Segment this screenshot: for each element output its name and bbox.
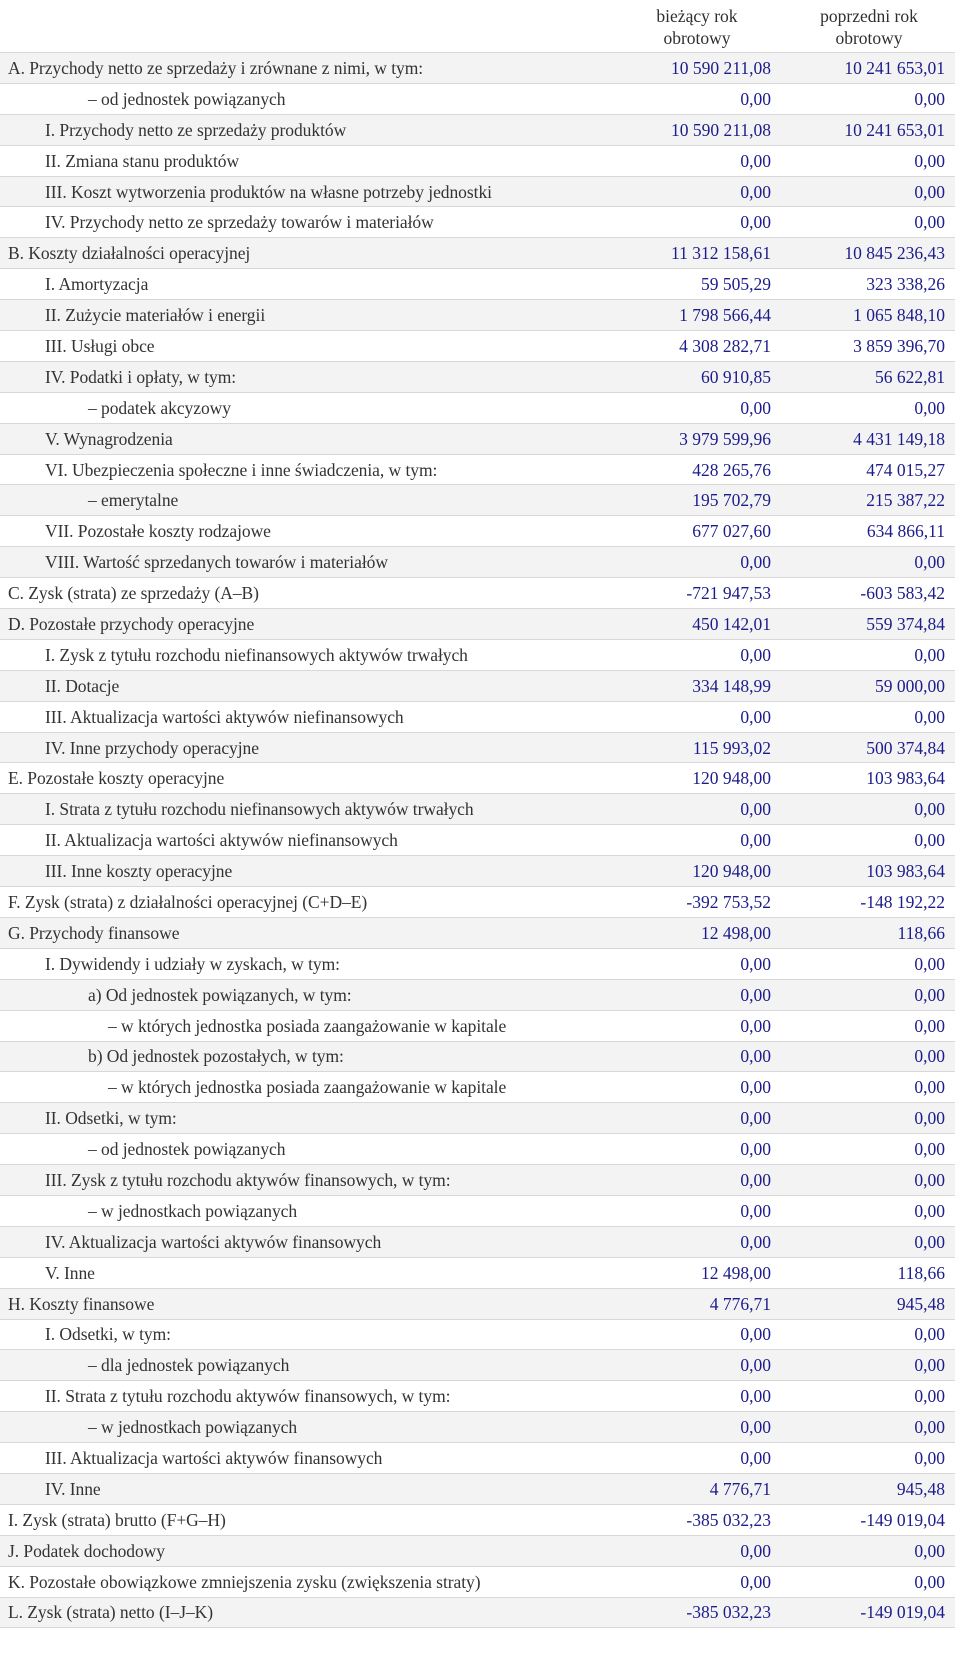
row-value-previous-year: 103 983,64 [783,763,955,794]
row-value-previous-year: 945,48 [783,1473,955,1504]
table-header [0,0,955,53]
header-current-year-line2: obrotowy [663,28,731,48]
row-value-previous-year: 0,00 [783,1226,955,1257]
table-row [0,454,955,485]
row-value-current-year: 0,00 [611,1566,783,1597]
row-value-current-year: 3 979 599,96 [611,423,783,454]
row-value-current-year: 1 798 566,44 [611,300,783,331]
row-value-previous-year: 0,00 [783,547,955,578]
table-row [0,1226,955,1257]
table-row [0,1319,955,1350]
row-label: IV. Inne [0,1473,611,1504]
table-row [0,114,955,145]
row-value-previous-year: 0,00 [783,1443,955,1474]
table-row [0,578,955,609]
table-row [0,639,955,670]
row-value-previous-year: 59 000,00 [783,670,955,701]
header-previous-year-line1: poprzedni rok [820,6,918,26]
row-value-current-year: 0,00 [611,825,783,856]
row-label: C. Zysk (strata) ze sprzedaży (A–B) [0,578,611,609]
row-value-current-year: 0,00 [611,794,783,825]
table-row [0,1103,955,1134]
table-row [0,331,955,362]
row-value-previous-year: 0,00 [783,1103,955,1134]
row-value-current-year: 0,00 [611,1010,783,1041]
row-value-current-year: 60 910,85 [611,361,783,392]
row-value-current-year: 0,00 [611,1041,783,1072]
row-value-current-year: -392 753,52 [611,887,783,918]
row-label: – w jednostkach powiązanych [0,1195,611,1226]
row-value-previous-year: 0,00 [783,83,955,114]
row-value-previous-year: 0,00 [783,1072,955,1103]
row-value-previous-year: 118,66 [783,1257,955,1288]
table-row [0,609,955,640]
row-value-previous-year: 0,00 [783,1134,955,1165]
table-row [0,238,955,269]
row-value-previous-year: 118,66 [783,917,955,948]
row-value-previous-year: 323 338,26 [783,269,955,300]
row-label: II. Zmiana stanu produktów [0,145,611,176]
table-row [0,1597,955,1627]
table-row [0,1535,955,1566]
row-label: – emerytalne [0,485,611,516]
table-row [0,207,955,238]
row-value-previous-year: 0,00 [783,1412,955,1443]
row-value-current-year: 0,00 [611,1381,783,1412]
row-value-previous-year: 3 859 396,70 [783,331,955,362]
row-value-previous-year: -149 019,04 [783,1597,955,1627]
table-row [0,300,955,331]
row-value-previous-year: 0,00 [783,1566,955,1597]
row-value-previous-year: 103 983,64 [783,856,955,887]
row-label: I. Amortyzacja [0,269,611,300]
row-label: L. Zysk (strata) netto (I–J–K) [0,1597,611,1627]
row-label: III. Aktualizacja wartości aktywów niefinansowych [0,701,611,732]
row-value-current-year: 0,00 [611,1103,783,1134]
row-label: I. Przychody netto ze sprzedaży produktów [0,114,611,145]
table-row [0,1041,955,1072]
row-value-current-year: 677 027,60 [611,516,783,547]
row-value-previous-year: 0,00 [783,701,955,732]
row-value-current-year: 0,00 [611,1412,783,1443]
row-label: J. Podatek dochodowy [0,1535,611,1566]
table-row [0,176,955,207]
row-value-previous-year: 4 431 149,18 [783,423,955,454]
row-value-current-year: 0,00 [611,1535,783,1566]
row-value-current-year: 4 776,71 [611,1288,783,1319]
row-value-current-year: 0,00 [611,1195,783,1226]
row-label: I. Zysk z tytułu rozchodu niefinansowych aktywów trwałych [0,639,611,670]
table-row [0,1134,955,1165]
row-value-previous-year: 0,00 [783,1319,955,1350]
row-label: II. Zużycie materiałów i energii [0,300,611,331]
row-label: E. Pozostałe koszty operacyjne [0,763,611,794]
table-row [0,392,955,423]
table-row [0,856,955,887]
row-label: – w jednostkach powiązanych [0,1412,611,1443]
table-row [0,1504,955,1535]
row-value-current-year: 450 142,01 [611,609,783,640]
row-value-previous-year: 56 622,81 [783,361,955,392]
row-value-current-year: 0,00 [611,1165,783,1196]
row-value-previous-year: -148 192,22 [783,887,955,918]
row-value-current-year: 12 498,00 [611,1257,783,1288]
row-value-current-year: 0,00 [611,1350,783,1381]
table-row [0,948,955,979]
table-row [0,145,955,176]
row-label: II. Odsetki, w tym: [0,1103,611,1134]
row-value-current-year: 0,00 [611,145,783,176]
row-label: I. Zysk (strata) brutto (F+G–H) [0,1504,611,1535]
row-label: – w których jednostka posiada zaangażowanie w kapitale [0,1010,611,1041]
row-value-previous-year: 0,00 [783,392,955,423]
row-value-current-year: 334 148,99 [611,670,783,701]
header-row [0,0,955,53]
row-value-current-year: 0,00 [611,701,783,732]
row-value-current-year: 59 505,29 [611,269,783,300]
table-row [0,1473,955,1504]
header-previous-year [783,0,955,53]
row-value-previous-year: 945,48 [783,1288,955,1319]
row-value-previous-year: 500 374,84 [783,732,955,763]
row-value-previous-year: 0,00 [783,176,955,207]
table-row [0,1165,955,1196]
row-value-previous-year: 0,00 [783,1195,955,1226]
row-value-current-year: 0,00 [611,176,783,207]
table-row [0,1195,955,1226]
row-label: I. Odsetki, w tym: [0,1319,611,1350]
row-label: b) Od jednostek pozostałych, w tym: [0,1041,611,1072]
table-row [0,83,955,114]
row-value-current-year: 10 590 211,08 [611,53,783,84]
row-value-current-year: 0,00 [611,1443,783,1474]
table-body [0,53,955,1628]
row-value-current-year: -721 947,53 [611,578,783,609]
row-value-current-year: 120 948,00 [611,763,783,794]
row-label: VII. Pozostałe koszty rodzajowe [0,516,611,547]
table-row [0,763,955,794]
row-value-current-year: 12 498,00 [611,917,783,948]
row-value-previous-year: 0,00 [783,979,955,1010]
row-value-current-year: 10 590 211,08 [611,114,783,145]
row-value-previous-year: 634 866,11 [783,516,955,547]
row-label: II. Aktualizacja wartości aktywów niefinansowych [0,825,611,856]
row-label: IV. Podatki i opłaty, w tym: [0,361,611,392]
table-row [0,917,955,948]
row-label: I. Strata z tytułu rozchodu niefinansowych aktywów trwałych [0,794,611,825]
row-label: III. Inne koszty operacyjne [0,856,611,887]
table-row [0,361,955,392]
row-value-previous-year: 0,00 [783,1165,955,1196]
table-row [0,53,955,84]
row-value-previous-year: 0,00 [783,639,955,670]
row-label: III. Koszt wytworzenia produktów na własne potrzeby jednostki [0,176,611,207]
row-label: III. Aktualizacja wartości aktywów finansowych [0,1443,611,1474]
row-value-current-year: -385 032,23 [611,1597,783,1627]
row-label: F. Zysk (strata) z działalności operacyjnej (C+D–E) [0,887,611,918]
row-value-current-year: 0,00 [611,948,783,979]
row-value-current-year: 0,00 [611,1226,783,1257]
row-label: G. Przychody finansowe [0,917,611,948]
row-value-previous-year: 215 387,22 [783,485,955,516]
table-row [0,825,955,856]
table-row [0,1257,955,1288]
row-label: – od jednostek powiązanych [0,83,611,114]
row-value-previous-year: 0,00 [783,145,955,176]
row-label: II. Dotacje [0,670,611,701]
table-row [0,1443,955,1474]
row-value-previous-year: 10 241 653,01 [783,53,955,84]
table-row [0,1381,955,1412]
row-value-previous-year: 0,00 [783,948,955,979]
table-row [0,485,955,516]
table-row [0,547,955,578]
row-value-previous-year: 0,00 [783,1535,955,1566]
row-value-current-year: 0,00 [611,1072,783,1103]
row-value-current-year: 120 948,00 [611,856,783,887]
row-value-previous-year: 0,00 [783,1350,955,1381]
table-row [0,670,955,701]
table-row [0,1566,955,1597]
row-label: a) Od jednostek powiązanych, w tym: [0,979,611,1010]
row-label: IV. Aktualizacja wartości aktywów finansowych [0,1226,611,1257]
row-label: IV. Przychody netto ze sprzedaży towarów i materiałów [0,207,611,238]
row-value-current-year: 4 776,71 [611,1473,783,1504]
row-value-previous-year: -149 019,04 [783,1504,955,1535]
row-label: I. Dywidendy i udziały w zyskach, w tym: [0,948,611,979]
row-value-previous-year: 0,00 [783,1381,955,1412]
row-value-current-year: 4 308 282,71 [611,331,783,362]
row-label: VIII. Wartość sprzedanych towarów i materiałów [0,547,611,578]
row-value-current-year: 0,00 [611,207,783,238]
table-row [0,979,955,1010]
row-value-previous-year: 474 015,27 [783,454,955,485]
table-row [0,423,955,454]
row-value-current-year: 428 265,76 [611,454,783,485]
row-value-current-year: 0,00 [611,1134,783,1165]
row-value-previous-year: -603 583,42 [783,578,955,609]
row-value-previous-year: 559 374,84 [783,609,955,640]
row-value-previous-year: 10 845 236,43 [783,238,955,269]
row-label: A. Przychody netto ze sprzedaży i zrównane z nimi, w tym: [0,53,611,84]
table-row [0,887,955,918]
row-value-current-year: 0,00 [611,979,783,1010]
row-value-previous-year: 1 065 848,10 [783,300,955,331]
row-label: – podatek akcyzowy [0,392,611,423]
row-value-current-year: 115 993,02 [611,732,783,763]
row-value-previous-year: 0,00 [783,825,955,856]
row-label: III. Usługi obce [0,331,611,362]
row-value-current-year: 11 312 158,61 [611,238,783,269]
row-value-previous-year: 0,00 [783,794,955,825]
row-label: IV. Inne przychody operacyjne [0,732,611,763]
table-row [0,1010,955,1041]
row-label: VI. Ubezpieczenia społeczne i inne świadczenia, w tym: [0,454,611,485]
row-label: D. Pozostałe przychody operacyjne [0,609,611,640]
row-value-current-year: 0,00 [611,1319,783,1350]
table-row [0,701,955,732]
row-value-previous-year: 0,00 [783,207,955,238]
header-current-year [611,0,783,53]
row-label: B. Koszty działalności operacyjnej [0,238,611,269]
table-row [0,794,955,825]
row-label: V. Wynagrodzenia [0,423,611,454]
header-previous-year-line2: obrotowy [835,28,903,48]
row-label: – dla jednostek powiązanych [0,1350,611,1381]
row-value-previous-year: 10 241 653,01 [783,114,955,145]
table-row [0,1072,955,1103]
header-label-column [0,0,611,53]
row-label: V. Inne [0,1257,611,1288]
row-label: – w których jednostka posiada zaangażowanie w kapitale [0,1072,611,1103]
row-value-current-year: 195 702,79 [611,485,783,516]
table-row [0,1412,955,1443]
table-row [0,269,955,300]
row-label: – od jednostek powiązanych [0,1134,611,1165]
row-value-current-year: 0,00 [611,639,783,670]
row-value-current-year: 0,00 [611,392,783,423]
row-label: K. Pozostałe obowiązkowe zmniejszenia zysku (zwiększenia straty) [0,1566,611,1597]
row-label: H. Koszty finansowe [0,1288,611,1319]
table-bottom-rule [0,1627,955,1628]
row-value-current-year: 0,00 [611,83,783,114]
row-label: III. Zysk z tytułu rozchodu aktywów finansowych, w tym: [0,1165,611,1196]
table-row [0,1350,955,1381]
row-value-previous-year: 0,00 [783,1010,955,1041]
table-row [0,732,955,763]
table-row [0,516,955,547]
row-label: II. Strata z tytułu rozchodu aktywów finansowych, w tym: [0,1381,611,1412]
row-value-current-year: 0,00 [611,547,783,578]
table-row [0,1288,955,1319]
row-value-current-year: -385 032,23 [611,1504,783,1535]
header-current-year-line1: bieżący rok [656,6,738,26]
row-value-previous-year: 0,00 [783,1041,955,1072]
